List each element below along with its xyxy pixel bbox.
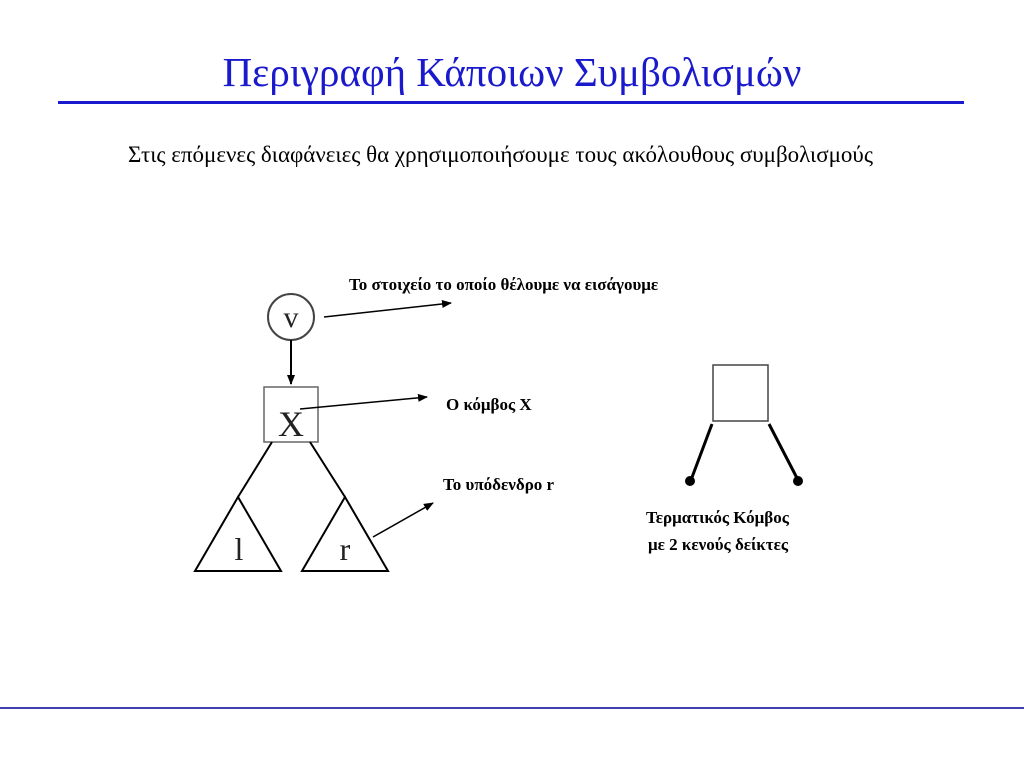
edge-left: [238, 442, 272, 497]
slide-title: Περιγραφή Κάποιων Συμβολισμών: [222, 49, 802, 95]
label-insert-element: Το στοιχείο το οποίο θέλουμε να εισάγουμε: [349, 275, 659, 294]
intro-text: Στις επόμενες διαφάνειες θα χρησιμοποιήσουμε τους ακόλουθους συμβολισμούς: [128, 142, 873, 167]
node-x-symbol: X: [278, 404, 304, 444]
edge-right: [310, 442, 345, 497]
leaf-null-pointer-right: [769, 424, 798, 480]
pointer-arrow-x: [300, 397, 427, 409]
leaf-node-box: [713, 365, 768, 421]
label-subtree-r: Το υπόδενδρο r: [443, 475, 555, 494]
leaf-null-pointer-left: [691, 424, 712, 480]
leaf-null-dot-right: [793, 476, 803, 486]
leaf-null-dot-left: [685, 476, 695, 486]
node-v-symbol: v: [283, 301, 299, 334]
label-leaf-line1: Τερματικός Κόμβος: [646, 508, 789, 527]
subtree-r-symbol: r: [339, 531, 351, 567]
subtree-l-symbol: l: [234, 531, 244, 567]
pointer-arrow-v: [324, 303, 451, 317]
label-node-x: Ο κόμβος X: [446, 395, 532, 414]
label-leaf-line2: με 2 κενούς δείκτες: [648, 535, 789, 554]
pointer-arrow-r: [373, 503, 433, 537]
footer-rule: [0, 707, 1024, 709]
